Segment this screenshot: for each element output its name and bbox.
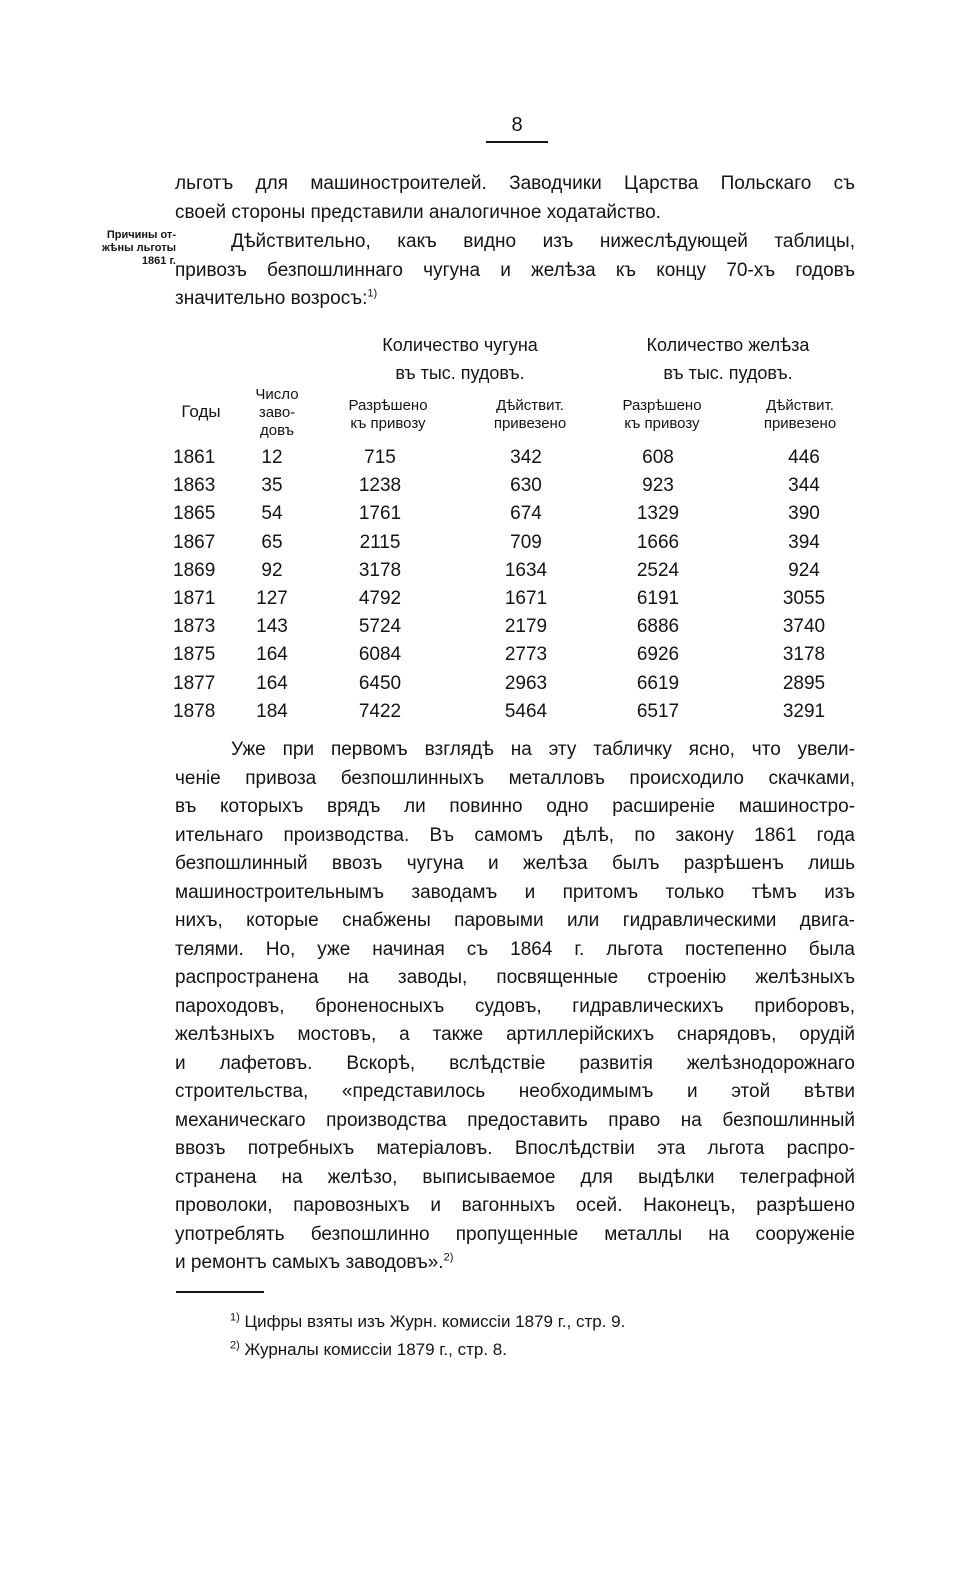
text-line-with-ref [175, 1249, 855, 1278]
header-line: довъ [260, 422, 294, 439]
footnote-ref: 2) [443, 1251, 454, 1264]
cell-actual-iron: 2895 [782, 672, 826, 694]
group-unit: въ тыс. пудовъ. [663, 363, 793, 383]
cell-allowed-cast: 7422 [358, 700, 402, 722]
text-line-with-ref [175, 285, 855, 314]
cell-year: 1861 [173, 447, 216, 468]
cell-year: 1878 [173, 700, 216, 722]
header-line: Разрѣшено [622, 397, 702, 414]
text-line: ввозъ потребныхъ матеріаловъ. Впослѣдствіи эта льгота распро- [175, 1138, 855, 1159]
text-line: строительства, «представилось необходимымъ и этой вѣтви [175, 1081, 855, 1102]
cell-allowed-iron: 923 [642, 475, 674, 497]
cell-allowed-iron: 6517 [636, 700, 680, 722]
col-header-count [244, 386, 310, 440]
cell-allowed-cast: 5724 [358, 616, 402, 638]
text-line: проволоки, паровозныхъ и вагонныхъ осей. Наконецъ, разрѣшено [175, 1195, 855, 1216]
cell-allowed-iron: 6619 [636, 672, 680, 694]
header-line: привезено [763, 415, 837, 432]
footnote-mark: 2) [230, 1339, 240, 1352]
col-header-allowed-cast [330, 397, 446, 433]
text-line: безпошлинный ввозъ чугуна и желѣза былъ разрѣшенъ лишь [175, 853, 855, 874]
header-line: заво- [258, 404, 296, 421]
text-line: распространена на заводы, посвященные строенію желѣзныхъ [175, 967, 855, 988]
cell-allowed-cast: 6450 [358, 672, 402, 694]
cell-factories: 164 [256, 672, 288, 694]
footnotes [230, 1308, 830, 1364]
cell-actual-cast: 709 [510, 531, 542, 553]
cell-actual-cast: 2963 [504, 672, 548, 694]
cell-actual-iron: 390 [788, 503, 820, 525]
cell-allowed-cast: 3178 [358, 559, 402, 581]
table-row [170, 557, 870, 585]
footnote-ref: 1) [367, 287, 378, 300]
cell-actual-iron: 3178 [782, 644, 826, 666]
table-row [170, 670, 870, 698]
cell-year: 1867 [173, 531, 216, 553]
footnote-2 [230, 1336, 830, 1364]
header-line: привезено [493, 415, 567, 432]
group-title: Количество чугуна [382, 335, 538, 355]
text-line: въ которыхъ врядъ ли повинно одно расширеніе машиностро- [175, 796, 855, 817]
margin-note: Причины от- жѣны льготы 1861 г. [101, 229, 176, 267]
paragraph-1 [175, 170, 855, 227]
cell-year: 1875 [173, 644, 216, 666]
text-line: и ремонтъ самыхъ заводовъ». [175, 1252, 444, 1273]
paragraph-3 [175, 736, 855, 1278]
table-group-cast-iron [340, 331, 580, 387]
text-line: льготъ для машиностроителей. Заводчики Царства Польскаго съ [175, 173, 855, 194]
col-header-actual-cast [470, 397, 590, 433]
text-line: употреблять безпошлинно пропущенные металлы на сооруженіе [175, 1223, 855, 1245]
cell-actual-iron: 3291 [782, 700, 826, 722]
header-line: Число [255, 386, 299, 403]
col-header-year: Годы [181, 402, 221, 421]
cell-factories: 35 [261, 475, 283, 497]
text-line: пароходовъ, броненосныхъ судовъ, гидравлическихъ приборовъ, [175, 995, 855, 1017]
text-line: желѣзныхъ мостовъ, а также артиллерійскихъ снарядовъ, орудій [175, 1024, 855, 1045]
page-number: 8 [511, 114, 523, 136]
page-number-rule [486, 141, 548, 143]
header-line: Дѣйствит. [496, 397, 564, 414]
cell-allowed-iron: 2524 [636, 559, 680, 581]
cell-factories: 164 [256, 644, 288, 666]
text-line: Дѣйствительно, какъ видно изъ нижеслѣдующей таблицы, [231, 231, 855, 252]
cell-actual-cast: 1671 [504, 587, 548, 609]
cell-factories: 143 [256, 616, 288, 638]
cell-year: 1863 [173, 475, 216, 497]
cell-allowed-cast: 1761 [358, 503, 402, 525]
table-group-iron [604, 331, 852, 387]
text-line: привозъ безпошлиннаго чугуна и желѣза къ концу 70-хъ годовъ [175, 259, 855, 281]
table-row [170, 641, 870, 669]
cell-actual-iron: 394 [788, 531, 820, 553]
cell-actual-cast: 342 [510, 447, 542, 468]
text-line: нихъ, которые снабжены паровыми или гидравлическими двига- [175, 910, 855, 931]
cell-actual-cast: 674 [510, 503, 542, 525]
text-line: своей стороны представили аналогичное ходатайство. [175, 201, 661, 223]
header-line: Дѣйствит. [766, 397, 834, 414]
cell-year: 1877 [173, 672, 216, 694]
table-row [170, 472, 870, 500]
text-line: странена на желѣзо, выписываемое для выдѣлки телеграфной [175, 1166, 855, 1188]
table-row [170, 698, 870, 726]
text-line: механическаго производства предоставить право на безпошлинный [175, 1109, 855, 1131]
header-line: Разрѣшено [348, 397, 428, 414]
cell-allowed-cast: 1238 [358, 475, 402, 497]
cell-allowed-cast: 715 [364, 447, 396, 468]
group-title: Количество желѣза [646, 335, 810, 355]
col-header-allowed-iron [600, 397, 724, 433]
text-line: и лафетовъ. Вскорѣ, вслѣдствіе развитія желѣзнодорожнаго [175, 1052, 855, 1074]
cell-actual-cast: 2773 [504, 644, 548, 666]
footnote-text: Цифры взяты изъ Журн. комиссіи 1879 г., стр. 9. [239, 1312, 626, 1331]
text-line: ительнаго производства. Въ самомъ дѣлѣ, по закону 1861 года [175, 824, 855, 846]
table-row [170, 585, 870, 613]
cell-actual-iron: 344 [788, 475, 820, 497]
footnote-text: Журналы комиссіи 1879 г., стр. 8. [239, 1340, 507, 1359]
col-header-actual-iron [744, 397, 856, 433]
cell-factories: 184 [256, 700, 288, 722]
cell-allowed-iron: 6926 [636, 644, 680, 666]
cell-allowed-cast: 4792 [358, 587, 402, 609]
cell-actual-iron: 3740 [782, 616, 826, 638]
cell-year: 1865 [173, 503, 216, 525]
text-line: значительно возросъ: [175, 288, 368, 309]
table-row [170, 529, 870, 557]
text-line: машиностроительнымъ заводамъ и притомъ только тѣмъ изъ [175, 881, 855, 903]
cell-allowed-cast: 6084 [358, 644, 402, 666]
cell-factories: 12 [261, 447, 283, 468]
cell-year: 1873 [173, 616, 216, 638]
cell-allowed-iron: 608 [642, 447, 674, 468]
footnote-1 [230, 1308, 830, 1336]
cell-actual-iron: 924 [788, 559, 820, 581]
cell-allowed-iron: 1329 [636, 503, 680, 525]
cell-actual-cast: 1634 [504, 559, 548, 581]
cell-actual-iron: 3055 [782, 587, 826, 609]
cell-year: 1871 [173, 587, 216, 609]
paragraph-2 [175, 228, 855, 314]
header-line: къ привозу [624, 415, 700, 432]
text-line: ченіе привоза безпошлинныхъ металловъ происходило скачками, [175, 767, 855, 789]
cell-actual-cast: 630 [510, 475, 542, 497]
cell-allowed-iron: 6191 [636, 587, 680, 609]
text-line: телями. Но, уже начиная съ 1864 г. льгота постепенно была [175, 938, 855, 960]
table-body [170, 444, 870, 726]
table-row [170, 444, 870, 472]
header-line: къ привозу [350, 415, 426, 432]
cell-allowed-iron: 6886 [636, 616, 680, 638]
cell-factories: 127 [256, 587, 288, 609]
cell-actual-cast: 2179 [504, 616, 548, 638]
text-line: Уже при первомъ взглядѣ на эту табличку ясно, что увели- [231, 739, 855, 760]
cell-allowed-cast: 2115 [359, 531, 401, 553]
cell-allowed-iron: 1666 [636, 531, 680, 553]
footnote-mark: 1) [230, 1311, 240, 1324]
cell-factories: 92 [261, 559, 283, 581]
table-row [170, 500, 870, 528]
cell-factories: 54 [261, 503, 283, 525]
cell-actual-cast: 5464 [504, 700, 548, 722]
cell-actual-iron: 446 [788, 447, 820, 468]
cell-factories: 65 [261, 531, 283, 553]
footnote-rule [176, 1291, 264, 1293]
group-unit: въ тыс. пудовъ. [395, 363, 525, 383]
cell-year: 1869 [173, 559, 216, 581]
table-row [170, 613, 870, 641]
